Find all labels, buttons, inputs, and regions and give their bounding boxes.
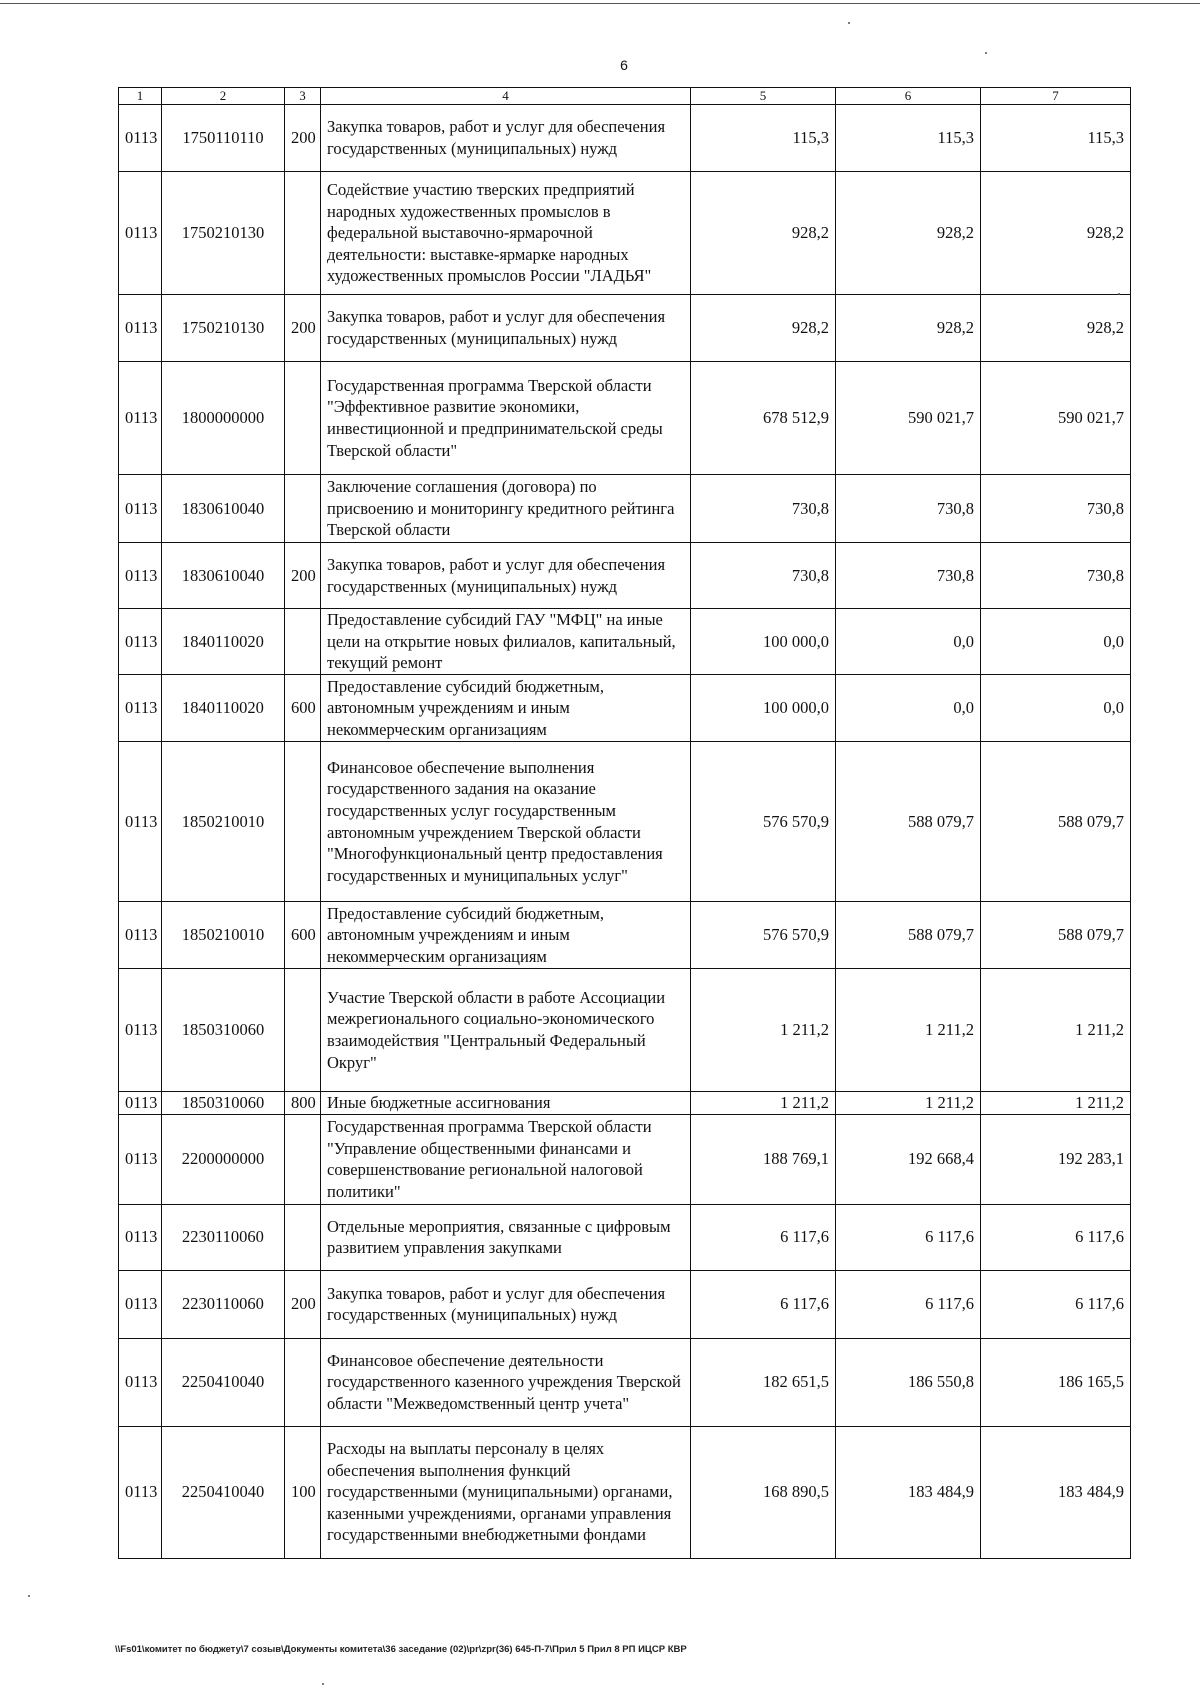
section-code-cell: 0113 xyxy=(119,543,162,609)
target-article-cell: 1750210130 xyxy=(162,295,285,362)
table-row xyxy=(119,1114,1131,1204)
target-article-cell: 1850310060 xyxy=(162,969,285,1092)
table-row xyxy=(119,675,1131,742)
target-article-cell: 1800000000 xyxy=(162,362,285,475)
amount-col6-cell: 1 211,2 xyxy=(836,1092,981,1115)
amount-col6-cell: 1 211,2 xyxy=(836,969,981,1092)
amount-col7-cell: 928,2 xyxy=(981,295,1131,362)
section-code-cell: 0113 xyxy=(119,105,162,172)
expense-type-cell: 100 xyxy=(285,1426,321,1558)
section-code-cell: 0113 xyxy=(119,362,162,475)
table-row xyxy=(119,609,1131,675)
expense-type-cell xyxy=(285,969,321,1092)
section-code-cell: 0113 xyxy=(119,295,162,362)
expense-type-cell xyxy=(285,172,321,295)
table-row xyxy=(119,742,1131,902)
amount-col5-cell: 6 117,6 xyxy=(691,1270,836,1338)
amount-col7-cell: 0,0 xyxy=(981,675,1131,742)
column-number-row xyxy=(119,88,1131,105)
section-code-cell: 0113 xyxy=(119,172,162,295)
target-article-cell: 1750110110 xyxy=(162,105,285,172)
scan-speck xyxy=(1118,293,1120,295)
table-row xyxy=(119,1338,1131,1426)
expense-type-cell: 600 xyxy=(285,675,321,742)
target-article-cell: 2230110060 xyxy=(162,1204,285,1270)
amount-col5-cell: 100 000,0 xyxy=(691,675,836,742)
amount-col5-cell: 928,2 xyxy=(691,172,836,295)
table-row xyxy=(119,295,1131,362)
section-code-cell: 0113 xyxy=(119,1114,162,1204)
table-row xyxy=(119,902,1131,969)
expense-type-cell xyxy=(285,1204,321,1270)
column-header: 4 xyxy=(321,88,691,105)
amount-col5-cell: 188 769,1 xyxy=(691,1114,836,1204)
scan-speck xyxy=(985,52,987,54)
amount-col6-cell: 186 550,8 xyxy=(836,1338,981,1426)
amount-col5-cell: 6 117,6 xyxy=(691,1204,836,1270)
amount-col6-cell: 588 079,7 xyxy=(836,902,981,969)
amount-col7-cell: 1 211,2 xyxy=(981,1092,1131,1115)
amount-col6-cell: 590 021,7 xyxy=(836,362,981,475)
amount-col7-cell: 0,0 xyxy=(981,609,1131,675)
target-article-cell: 2250410040 xyxy=(162,1426,285,1558)
page-number: 6 xyxy=(620,57,628,73)
file-path-footer: \\Fs01\комитет по бюджету\7 созыв\Документы комитета\36 заседание (02)\pr\zpr(36) 645-П-7\Прил 5 Прил 8 РП ИЦСР КВР xyxy=(115,1644,687,1655)
amount-col6-cell: 0,0 xyxy=(836,675,981,742)
target-article-cell: 2200000000 xyxy=(162,1114,285,1204)
expense-type-cell xyxy=(285,362,321,475)
amount-col6-cell: 115,3 xyxy=(836,105,981,172)
amount-col6-cell: 0,0 xyxy=(836,609,981,675)
description-cell: Закупка товаров, работ и услуг для обеспечения государственных (муниципальных) нужд xyxy=(321,1270,691,1338)
section-code-cell: 0113 xyxy=(119,742,162,902)
description-cell: Участие Тверской области в работе Ассоциации межрегионального социально-экономического взаимодействия "Центральный Федеральный Округ" xyxy=(321,969,691,1092)
amount-col5-cell: 1 211,2 xyxy=(691,1092,836,1115)
scan-speck xyxy=(322,1683,324,1685)
amount-col6-cell: 6 117,6 xyxy=(836,1204,981,1270)
amount-col6-cell: 730,8 xyxy=(836,475,981,543)
amount-col5-cell: 576 570,9 xyxy=(691,742,836,902)
amount-col7-cell: 186 165,5 xyxy=(981,1338,1131,1426)
target-article-cell: 2230110060 xyxy=(162,1270,285,1338)
target-article-cell: 1850310060 xyxy=(162,1092,285,1115)
description-cell: Государственная программа Тверской области "Эффективное развитие экономики, инвестиционной и предпринимательской среды Тверской области" xyxy=(321,362,691,475)
table-body xyxy=(119,105,1131,1559)
expense-type-cell xyxy=(285,475,321,543)
amount-col7-cell: 588 079,7 xyxy=(981,902,1131,969)
amount-col7-cell: 928,2 xyxy=(981,172,1131,295)
target-article-cell: 1840110020 xyxy=(162,675,285,742)
amount-col5-cell: 1 211,2 xyxy=(691,969,836,1092)
amount-col5-cell: 576 570,9 xyxy=(691,902,836,969)
section-code-cell: 0113 xyxy=(119,1426,162,1558)
table-row xyxy=(119,105,1131,172)
amount-col5-cell: 730,8 xyxy=(691,543,836,609)
column-header: 2 xyxy=(162,88,285,105)
amount-col7-cell: 590 021,7 xyxy=(981,362,1131,475)
amount-col6-cell: 192 668,4 xyxy=(836,1114,981,1204)
amount-col5-cell: 928,2 xyxy=(691,295,836,362)
target-article-cell: 1830610040 xyxy=(162,475,285,543)
target-article-cell: 1850210010 xyxy=(162,902,285,969)
section-code-cell: 0113 xyxy=(119,969,162,1092)
expense-type-cell: 200 xyxy=(285,295,321,362)
target-article-cell: 1840110020 xyxy=(162,609,285,675)
expense-type-cell xyxy=(285,742,321,902)
column-header: 3 xyxy=(285,88,321,105)
description-cell: Предоставление субсидий бюджетным, автономным учреждениям и иным некоммерческим организациям xyxy=(321,902,691,969)
amount-col6-cell: 730,8 xyxy=(836,543,981,609)
amount-col5-cell: 100 000,0 xyxy=(691,609,836,675)
expense-type-cell xyxy=(285,1114,321,1204)
section-code-cell: 0113 xyxy=(119,675,162,742)
amount-col7-cell: 1 211,2 xyxy=(981,969,1131,1092)
table-row xyxy=(119,172,1131,295)
description-cell: Заключение соглашения (договора) по присвоению и мониторингу кредитного рейтинга Тверской области xyxy=(321,475,691,543)
table-row xyxy=(119,475,1131,543)
column-header: 5 xyxy=(691,88,836,105)
table-row xyxy=(119,969,1131,1092)
description-cell: Закупка товаров, работ и услуг для обеспечения государственных (муниципальных) нужд xyxy=(321,543,691,609)
table-row xyxy=(119,543,1131,609)
table-row xyxy=(119,1426,1131,1558)
target-article-cell: 1750210130 xyxy=(162,172,285,295)
amount-col6-cell: 183 484,9 xyxy=(836,1426,981,1558)
column-header: 6 xyxy=(836,88,981,105)
expense-type-cell: 800 xyxy=(285,1092,321,1115)
amount-col5-cell: 678 512,9 xyxy=(691,362,836,475)
table-row xyxy=(119,1092,1131,1115)
amount-col7-cell: 730,8 xyxy=(981,543,1131,609)
amount-col7-cell: 6 117,6 xyxy=(981,1270,1131,1338)
target-article-cell: 2250410040 xyxy=(162,1338,285,1426)
expense-type-cell: 200 xyxy=(285,543,321,609)
amount-col5-cell: 168 890,5 xyxy=(691,1426,836,1558)
description-cell: Финансовое обеспечение выполнения государственного задания на оказание государственных услуг государственным автономным учреждением Тверской области "Многофункциональный центр предоставления государственных и муниципальных услуг" xyxy=(321,742,691,902)
expense-type-cell xyxy=(285,1338,321,1426)
section-code-cell: 0113 xyxy=(119,1204,162,1270)
description-cell: Расходы на выплаты персоналу в целях обеспечения выполнения функций государственными (муниципальными) органами, казенными учреждениями, органами управления государственными внебюджетными фондами xyxy=(321,1426,691,1558)
description-cell: Предоставление субсидий ГАУ "МФЦ" на иные цели на открытие новых филиалов, капитальный, текущий ремонт xyxy=(321,609,691,675)
table-row xyxy=(119,1204,1131,1270)
amount-col6-cell: 6 117,6 xyxy=(836,1270,981,1338)
section-code-cell: 0113 xyxy=(119,1338,162,1426)
description-cell: Государственная программа Тверской области "Управление общественными финансами и совершенствование региональной налоговой политики" xyxy=(321,1114,691,1204)
description-cell: Закупка товаров, работ и услуг для обеспечения государственных (муниципальных) нужд xyxy=(321,105,691,172)
section-code-cell: 0113 xyxy=(119,1270,162,1338)
description-cell: Предоставление субсидий бюджетным, автономным учреждениям и иным некоммерческим организациям xyxy=(321,675,691,742)
target-article-cell: 1850210010 xyxy=(162,742,285,902)
scan-speck xyxy=(28,1595,30,1597)
amount-col5-cell: 115,3 xyxy=(691,105,836,172)
amount-col6-cell: 928,2 xyxy=(836,295,981,362)
target-article-cell: 1830610040 xyxy=(162,543,285,609)
amount-col7-cell: 115,3 xyxy=(981,105,1131,172)
expense-type-cell: 600 xyxy=(285,902,321,969)
amount-col7-cell: 6 117,6 xyxy=(981,1204,1131,1270)
amount-col7-cell: 192 283,1 xyxy=(981,1114,1131,1204)
amount-col6-cell: 588 079,7 xyxy=(836,742,981,902)
description-cell: Содействие участию тверских предприятий народных художественных промыслов в федеральной выставочно-ярмарочной деятельности: выставке-ярмарке народных художественных промыслов России "ЛАДЬЯ" xyxy=(321,172,691,295)
amount-col5-cell: 182 651,5 xyxy=(691,1338,836,1426)
amount-col7-cell: 588 079,7 xyxy=(981,742,1131,902)
section-code-cell: 0113 xyxy=(119,475,162,543)
amount-col6-cell: 928,2 xyxy=(836,172,981,295)
expense-type-cell: 200 xyxy=(285,1270,321,1338)
scan-speck xyxy=(848,22,850,24)
expense-type-cell: 200 xyxy=(285,105,321,172)
table-row xyxy=(119,1270,1131,1338)
column-header: 1 xyxy=(119,88,162,105)
budget-table xyxy=(118,87,1131,1559)
section-code-cell: 0113 xyxy=(119,609,162,675)
column-header: 7 xyxy=(981,88,1131,105)
description-cell: Отдельные мероприятия, связанные с цифровым развитием управления закупками xyxy=(321,1204,691,1270)
top-border-line xyxy=(0,3,1200,4)
section-code-cell: 0113 xyxy=(119,1092,162,1115)
description-cell: Иные бюджетные ассигнования xyxy=(321,1092,691,1115)
amount-col7-cell: 183 484,9 xyxy=(981,1426,1131,1558)
description-cell: Закупка товаров, работ и услуг для обеспечения государственных (муниципальных) нужд xyxy=(321,295,691,362)
section-code-cell: 0113 xyxy=(119,902,162,969)
amount-col5-cell: 730,8 xyxy=(691,475,836,543)
table-row xyxy=(119,362,1131,475)
amount-col7-cell: 730,8 xyxy=(981,475,1131,543)
description-cell: Финансовое обеспечение деятельности государственного казенного учреждения Тверской области "Межведомственный центр учета" xyxy=(321,1338,691,1426)
expense-type-cell xyxy=(285,609,321,675)
